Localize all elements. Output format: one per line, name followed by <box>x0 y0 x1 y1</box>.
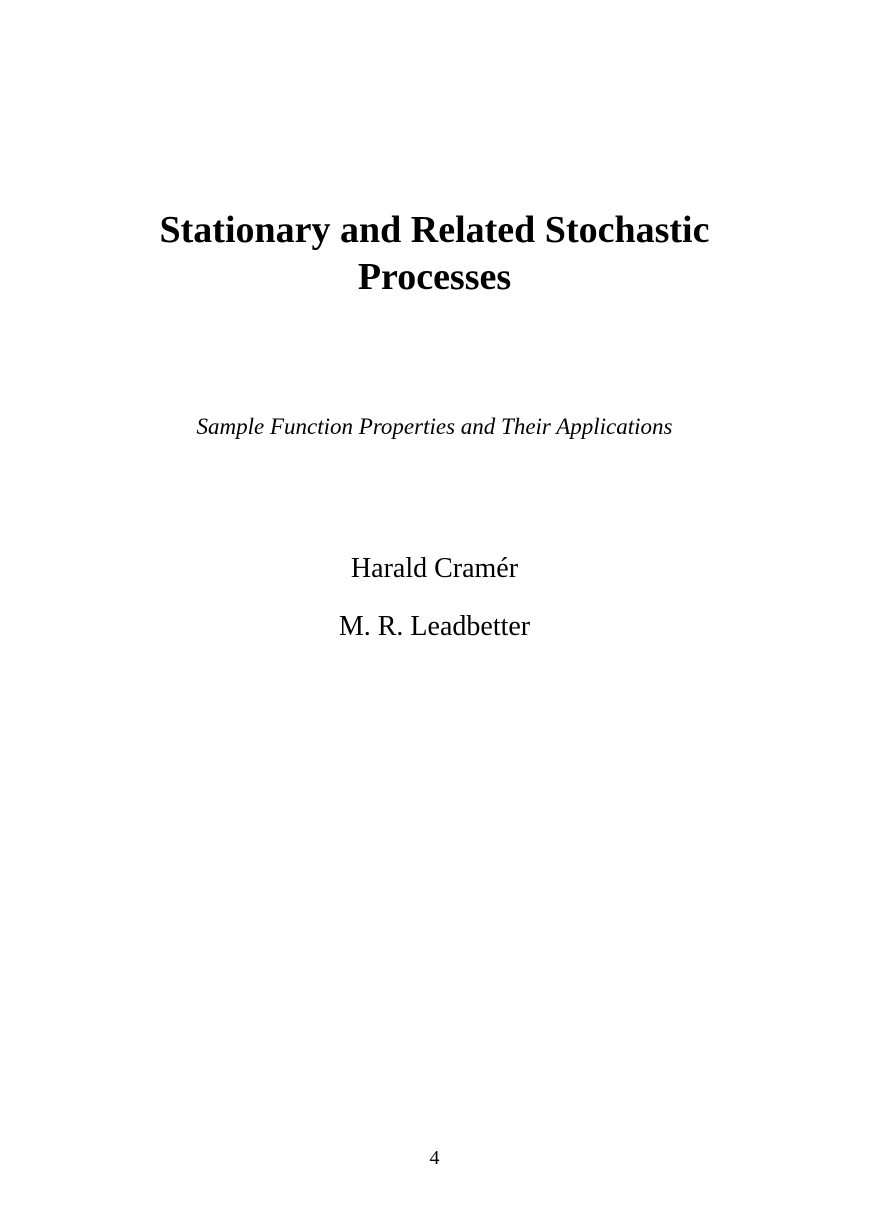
book-title-line-1: Stationary and Related Stochastic <box>159 209 710 251</box>
book-title-line-2: Processes <box>357 256 512 298</box>
book-subtitle: Sample Function Properties and Their Applications <box>196 414 673 439</box>
page-number: 4 <box>429 1147 440 1169</box>
author-name: Harald Cramér <box>350 553 519 584</box>
author-name: M. R. Leadbetter <box>338 611 531 642</box>
